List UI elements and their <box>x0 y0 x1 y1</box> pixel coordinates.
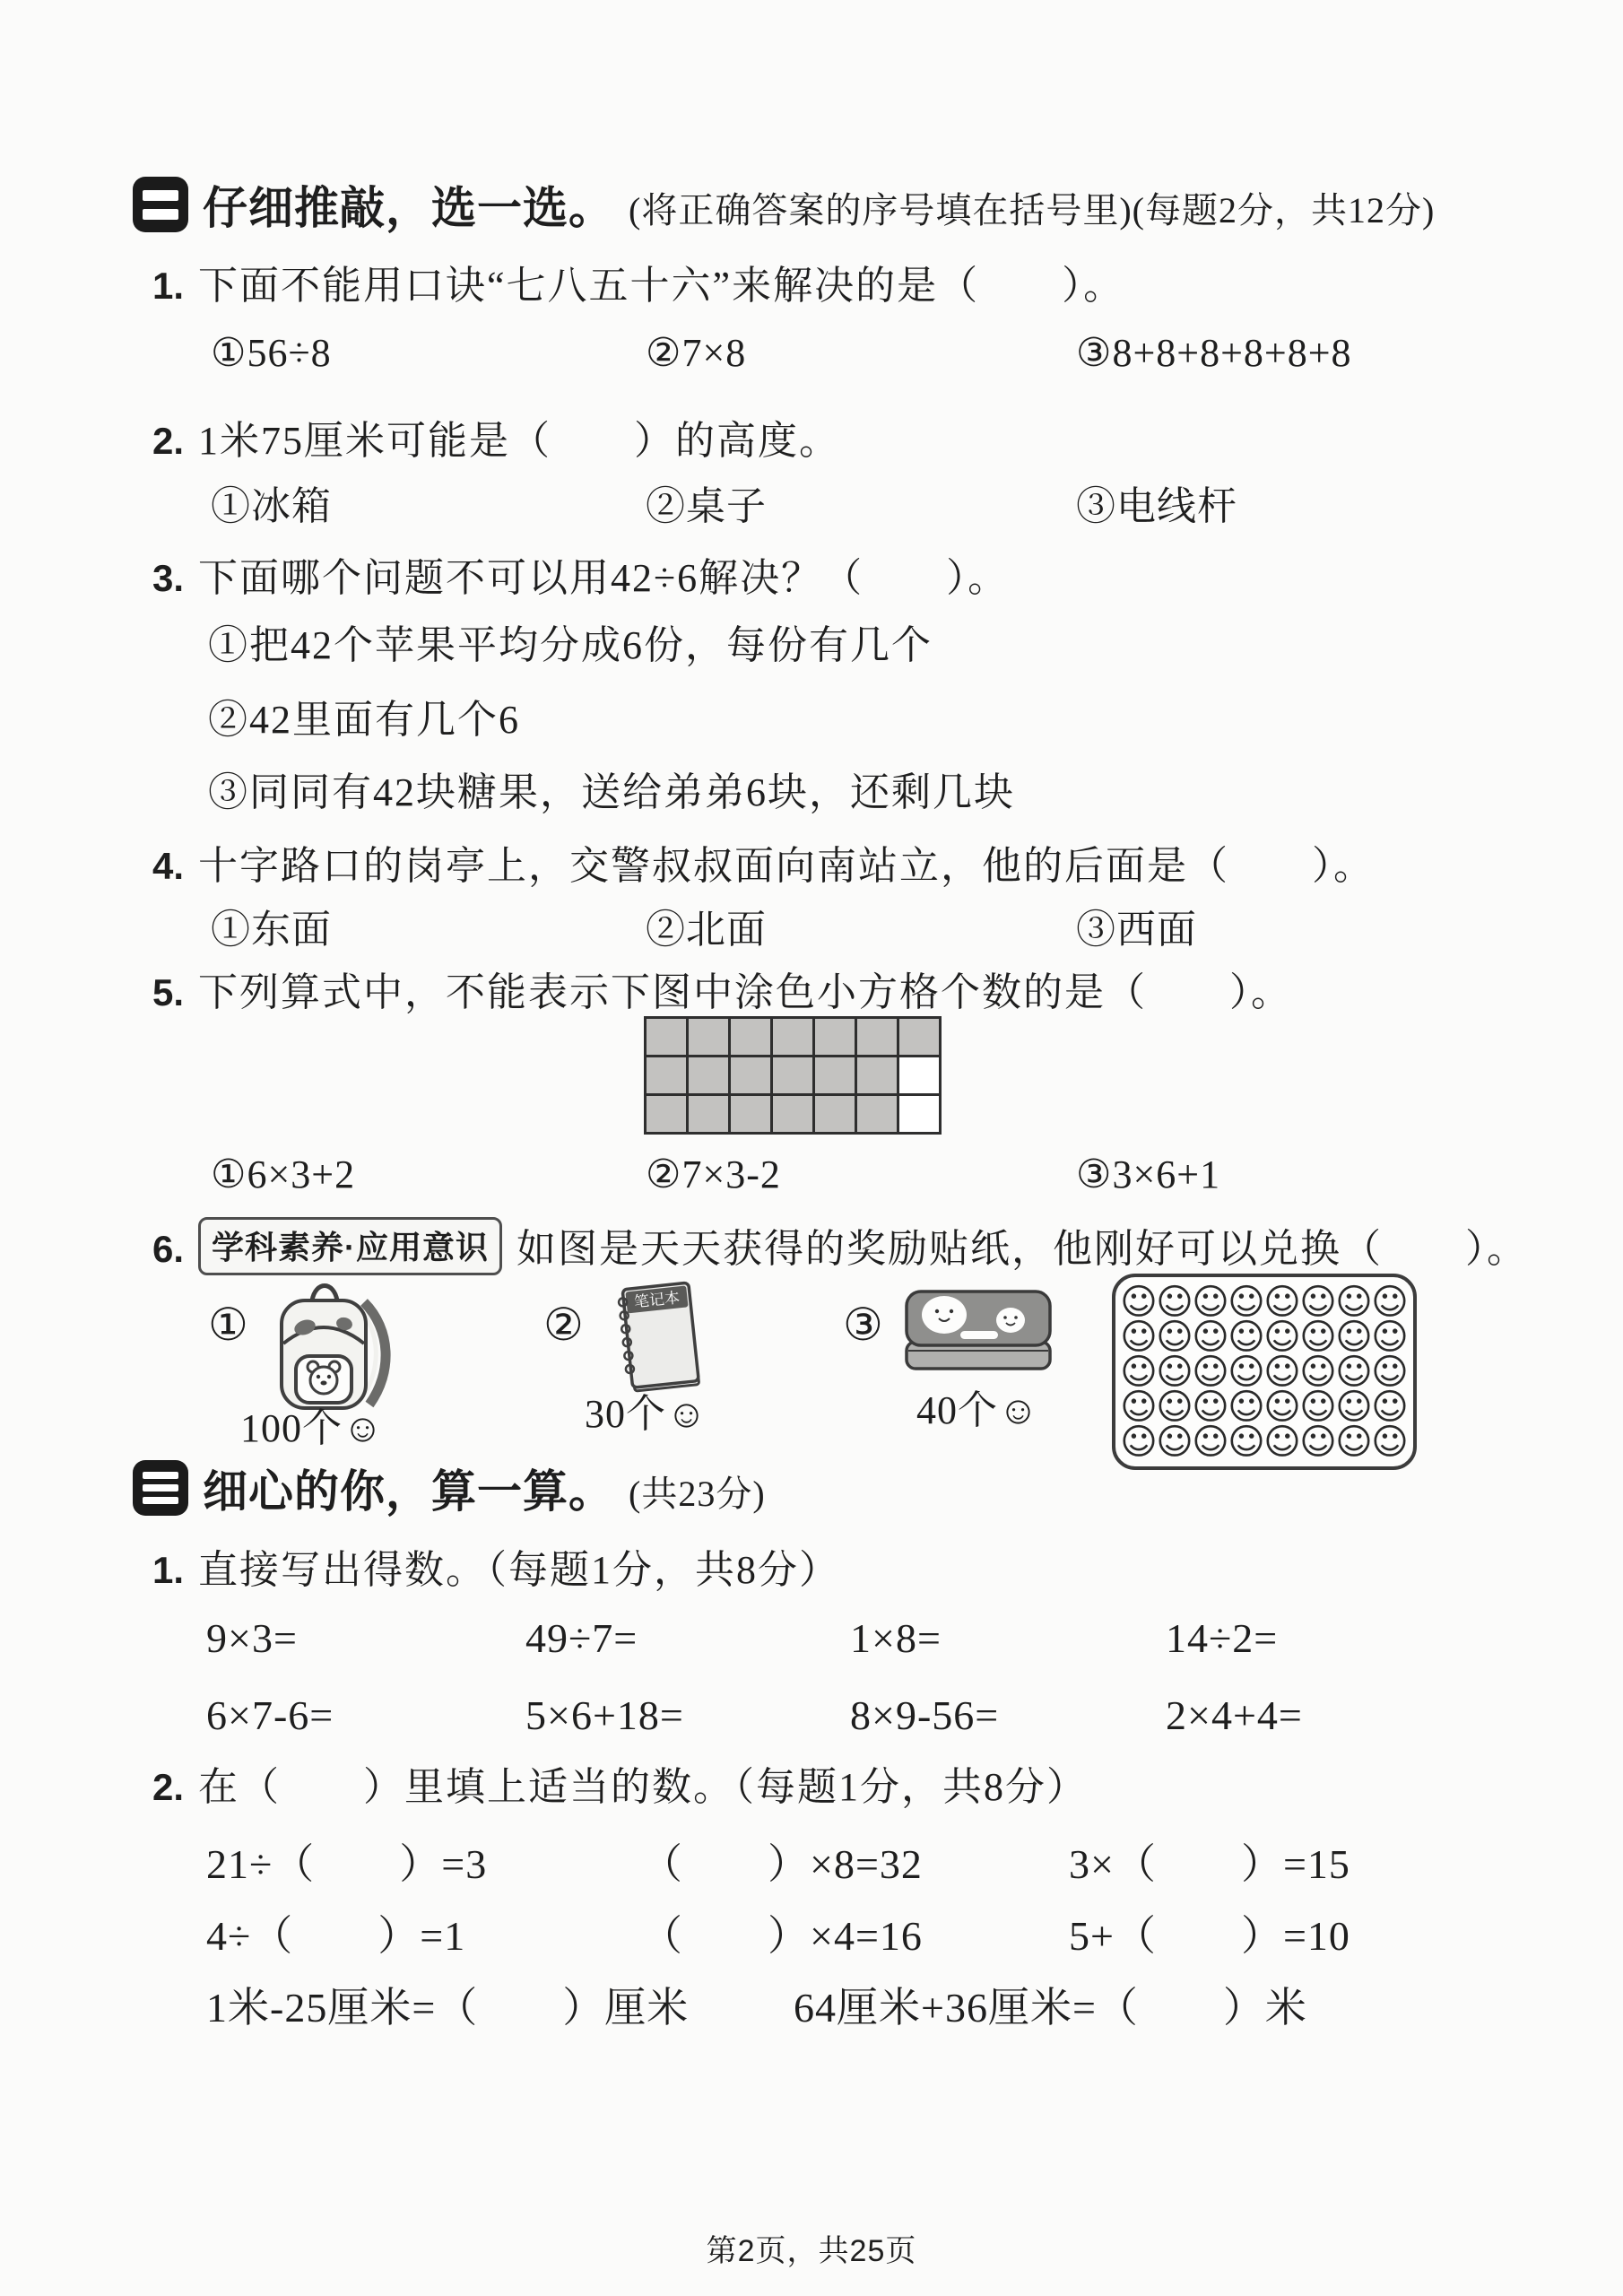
fill-row-3 <box>206 1975 1569 2034</box>
smiley-sticker-icon: ☺ <box>1371 1281 1409 1323</box>
fill-expression: （ ）×8=32 <box>641 1841 923 1887</box>
question-4-options <box>211 897 1569 954</box>
question-1 <box>152 253 1124 310</box>
option: ②北面 <box>646 908 767 952</box>
smiley-sticker-icon: ☺ <box>1192 1421 1229 1463</box>
grid-cell <box>773 1096 812 1132</box>
item-2-number: ② <box>543 1300 584 1350</box>
question-6-number: 6. <box>152 1228 185 1270</box>
smiley-sticker-icon: ☺ <box>1156 1421 1193 1463</box>
smiley-sticker-icon: ☺ <box>1335 1351 1373 1393</box>
smiley-sticker-icon: ☺ <box>1299 1421 1337 1463</box>
smiley-sticker-icon: ☺ <box>1263 1316 1301 1358</box>
smiley-sticker-icon: ☺ <box>1299 1316 1337 1358</box>
question-4-number: 4. <box>152 845 185 887</box>
fill-expression: 64厘米+36厘米=（ ）米 <box>794 1985 1307 2031</box>
fill-row-1 <box>206 1831 1569 1891</box>
grid-cell <box>815 1057 855 1093</box>
section-two-title: 细心的你，算一算。 <box>203 1466 614 1517</box>
question-5-options <box>211 1152 1569 1197</box>
option: ③电线杆 <box>1076 484 1237 528</box>
smiley-sticker-icon: ☺ <box>1120 1421 1158 1463</box>
smiley-sticker-icon: ☺ <box>1156 1351 1193 1393</box>
fill-expression: 4÷（ ）=1 <box>206 1913 466 1959</box>
competency-badge: 学科素养·应用意识 <box>198 1217 502 1275</box>
option: ③西面 <box>1076 908 1197 952</box>
smiley-sticker-icon: ☺ <box>1156 1386 1193 1428</box>
s2-question-2-text: 在（ ）里填上适当的数。（每题1分，共8分） <box>198 1765 1089 1809</box>
question-3-option-3: ③同同有42块糖果，送给弟弟6块，还剩几块 <box>208 770 1015 814</box>
grid-cell <box>647 1057 686 1093</box>
question-5-text: 下列算式中，不能表示下图中涂色小方格个数的是（ ）。 <box>198 970 1293 1014</box>
calc-expression: 14÷2= <box>1166 1615 1279 1661</box>
grid-cell <box>731 1057 770 1093</box>
question-4 <box>152 833 1375 891</box>
section-one-title: 仔细推敲，选一选。 <box>203 183 614 233</box>
smiley-sticker-icon: ☺ <box>1263 1351 1301 1393</box>
calc-row-2 <box>206 1692 1569 1739</box>
grid-cell <box>857 1057 897 1093</box>
s2-question-2-number: 2. <box>152 1766 185 1808</box>
section-two-question-1 <box>152 1537 840 1595</box>
item-1-number: ① <box>208 1300 248 1350</box>
smiley-sticker-icon: ☺ <box>1120 1316 1158 1358</box>
section-two-header <box>133 1456 766 1520</box>
section-two-bars-icon <box>133 177 188 232</box>
option: ②桌子 <box>646 484 767 528</box>
s2-question-1-number: 1. <box>152 1549 185 1591</box>
calc-expression: 1×8= <box>850 1615 942 1661</box>
smiley-sticker-icon: ☺ <box>1299 1386 1337 1428</box>
smiley-sticker-icon: ☺ <box>1371 1421 1409 1463</box>
smiley-sticker-icon: ☺ <box>1335 1316 1373 1358</box>
question-3-text: 下面哪个问题不可以用42÷6解决？（ ）。 <box>198 556 1010 600</box>
question-3 <box>152 545 1009 603</box>
smiley-sticker-icon: ☺ <box>1228 1281 1265 1323</box>
grid-cell <box>899 1019 939 1055</box>
smiley-sticker-icon: ☺ <box>1335 1386 1373 1428</box>
calc-expression: 49÷7= <box>525 1615 638 1661</box>
question-5-number: 5. <box>152 971 185 1013</box>
question-3-option-2: ②42里面有几个6 <box>208 698 520 742</box>
item-3-count: 40个☺ <box>916 1388 1039 1432</box>
smiley-sticker-icon: ☺ <box>1192 1351 1229 1393</box>
smiley-sticker-icon: ☺ <box>1156 1281 1193 1323</box>
grid-cell <box>731 1019 770 1055</box>
question-3-option-1: ①把42个苹果平均分成6份，每份有几个 <box>208 623 933 667</box>
calc-expression: 2×4+4= <box>1166 1692 1303 1738</box>
question-6-text: 如图是天天获得的奖励贴纸，他刚好可以兑换（ ）。 <box>516 1227 1529 1271</box>
option: ①56÷8 <box>211 331 332 375</box>
question-5 <box>152 960 1292 1017</box>
option: ②7×3-2 <box>646 1152 781 1196</box>
option: ①冰箱 <box>211 484 332 528</box>
smiley-sticker-icon: ☺ <box>1120 1351 1158 1393</box>
question-2-number: 2. <box>152 420 185 462</box>
grid-cell <box>773 1019 812 1055</box>
question-2 <box>152 408 840 465</box>
calc-expression: 6×7-6= <box>206 1692 334 1738</box>
option: ③3×6+1 <box>1076 1152 1221 1196</box>
grid-cell <box>647 1019 686 1055</box>
smiley-sticker-icon: ☺ <box>1120 1386 1158 1428</box>
item-3-number: ③ <box>843 1300 883 1350</box>
grid-cell <box>689 1019 728 1055</box>
smiley-sticker-icon: ☺ <box>1228 1351 1265 1393</box>
fill-expression: 21÷（ ）=3 <box>206 1841 488 1887</box>
smiley-sticker-icon: ☺ <box>1299 1281 1337 1323</box>
grid-cell <box>815 1019 855 1055</box>
fill-expression: 1米-25厘米=（ ）厘米 <box>206 1985 690 2031</box>
smiley-sticker-icon: ☺ <box>1371 1351 1409 1393</box>
grid-cell <box>815 1096 855 1132</box>
page-footer: 第2页，共25页 <box>706 2234 917 2268</box>
grid-cell <box>899 1096 939 1132</box>
grid-cell <box>689 1096 728 1132</box>
question-1-text: 下面不能用口诀“七八五十六”来解决的是（ ）。 <box>198 264 1125 308</box>
calc-row-1 <box>206 1614 1569 1662</box>
calc-expression: 5×6+18= <box>525 1692 684 1738</box>
grid-cell <box>731 1096 770 1132</box>
option: ①6×3+2 <box>211 1152 356 1196</box>
fill-expression: 3×（ ）=15 <box>1069 1841 1350 1887</box>
section-two-note: (共23分) <box>629 1473 766 1514</box>
smiley-sticker-icon: ☺ <box>1120 1281 1158 1323</box>
grid-cell <box>689 1057 728 1093</box>
calc-expression: 9×3= <box>206 1615 298 1661</box>
section-three-bars-icon <box>133 1460 188 1516</box>
question-6 <box>152 1216 1528 1279</box>
smiley-sticker-icon: ☺ <box>1228 1386 1265 1428</box>
grid-cell <box>899 1057 939 1093</box>
question-1-options <box>211 330 1569 376</box>
item-2-count: 30个☺ <box>585 1392 707 1436</box>
fill-expression: （ ）×4=16 <box>641 1913 923 1959</box>
grid-cell <box>773 1057 812 1093</box>
option: ①东面 <box>211 908 332 952</box>
smiley-sticker-icon: ☺ <box>1156 1316 1193 1358</box>
smiley-sticker-icon: ☺ <box>1371 1386 1409 1428</box>
smiley-sticker-icon: ☺ <box>1335 1281 1373 1323</box>
s2-question-1-text: 直接写出得数。（每题1分，共8分） <box>198 1548 841 1592</box>
option: ②7×8 <box>646 331 747 375</box>
item-1-count: 100个☺ <box>240 1406 384 1450</box>
notebook-cover-label: 笔记本 <box>633 1289 681 1311</box>
question-2-options <box>211 474 1569 531</box>
section-one-note: (将正确答案的序号填在括号里)(每题2分，共12分) <box>629 189 1436 230</box>
smiley-sticker-icon: ☺ <box>1228 1316 1265 1358</box>
grid-cell <box>857 1019 897 1055</box>
calc-expression: 8×9-56= <box>850 1692 1000 1738</box>
question-2-text: 1米75厘米可能是（ ）的高度。 <box>198 419 841 463</box>
shaded-grid <box>644 1016 942 1135</box>
fill-row-2 <box>206 1903 1569 1962</box>
smiley-sticker-icon: ☺ <box>1263 1421 1301 1463</box>
fill-expression: 5+（ ）=10 <box>1069 1913 1350 1959</box>
sticker-sheet <box>1112 1274 1417 1470</box>
smiley-sticker-icon: ☺ <box>1263 1281 1301 1323</box>
smiley-sticker-icon: ☺ <box>1335 1421 1373 1463</box>
smiley-sticker-icon: ☺ <box>1192 1386 1229 1428</box>
question-1-number: 1. <box>152 265 185 307</box>
section-two-question-2 <box>152 1754 1088 1812</box>
smiley-sticker-icon: ☺ <box>1228 1421 1265 1463</box>
question-3-number: 3. <box>152 557 185 599</box>
smiley-sticker-icon: ☺ <box>1263 1386 1301 1428</box>
option: ③8+8+8+8+8+8 <box>1076 331 1352 375</box>
pencil-case-icon <box>901 1284 1055 1378</box>
smiley-sticker-icon: ☺ <box>1192 1316 1229 1358</box>
grid-cell <box>857 1096 897 1132</box>
smiley-sticker-icon: ☺ <box>1371 1316 1409 1358</box>
question-4-text: 十字路口的岗亭上，交警叔叔面向南站立，他的后面是（ ）。 <box>198 844 1376 888</box>
grid-cell <box>647 1096 686 1132</box>
section-one-header <box>133 172 1435 237</box>
smiley-sticker-icon: ☺ <box>1192 1281 1229 1323</box>
smiley-sticker-icon: ☺ <box>1299 1351 1337 1393</box>
